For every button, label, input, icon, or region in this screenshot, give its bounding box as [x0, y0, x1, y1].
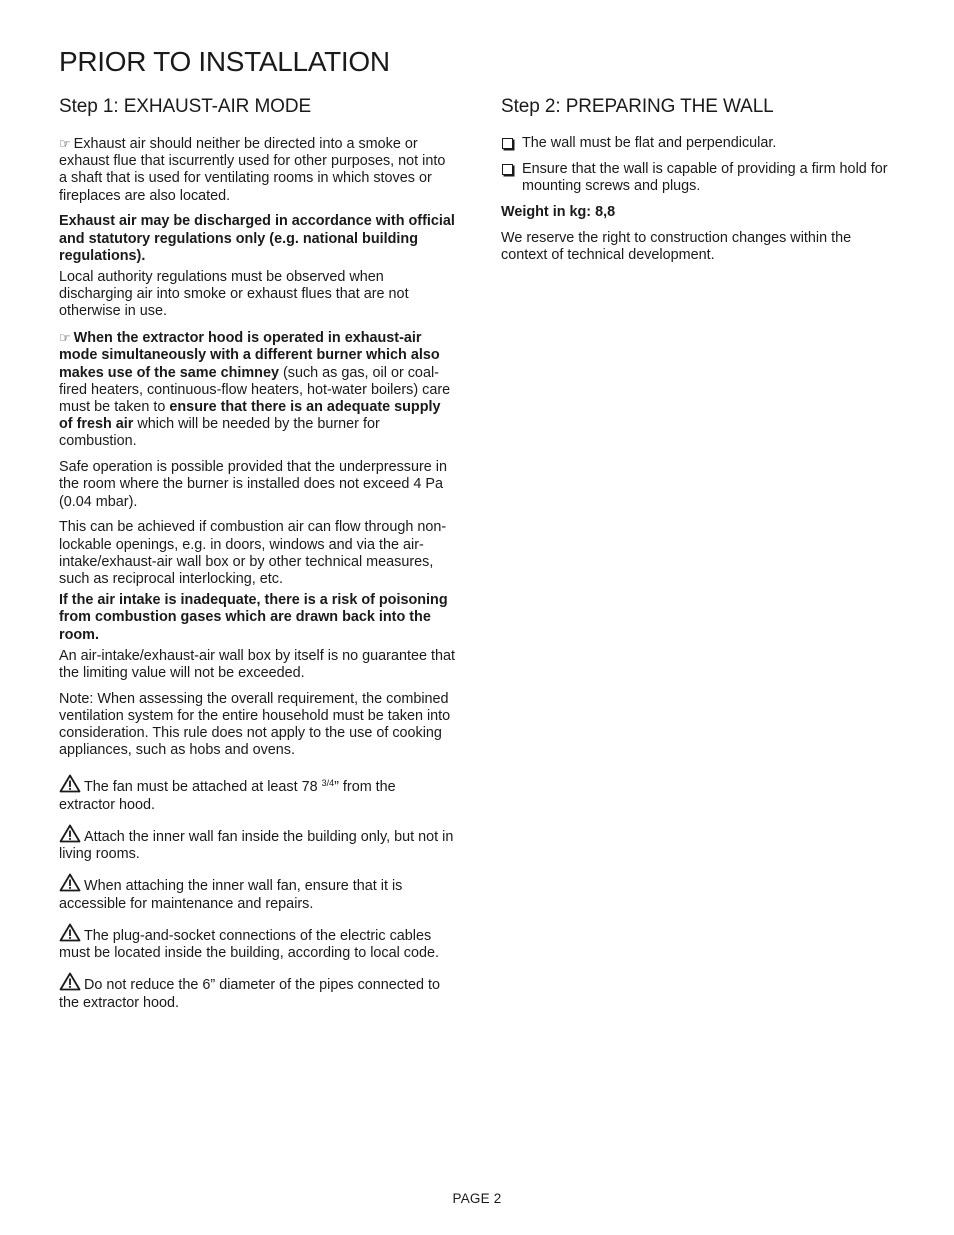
- step2-heading: Step 2: PREPARING THE WALL: [501, 96, 774, 117]
- step1-paragraph-1: ☞ Exhaust air should neither be directed into a smoke or exhaust flue that iscurrently used for other purposes, not into a shaft that is used for ventilating rooms in which stoves or fireplaces are also located.: [59, 136, 446, 204]
- page-number: PAGE 2: [452, 1191, 502, 1206]
- checkbox-icon: [502, 138, 513, 149]
- list-item: Ensure that the wall is capable of providing a firm hold for mounting screws and plugs.: [501, 161, 895, 195]
- step1-paragraph-9: Note: When assessing the overall requirement, the combined ventilation system for the entire household must be taken into consideration. This rule does not apply to the use of cooking appliances, such as hobs and ovens.: [59, 690, 451, 759]
- checkbox-icon: [502, 164, 513, 175]
- step1-paragraph-2: Exhaust air may be discharged in accordance with official and statutory regulations only (e.g. national building regulations).: [59, 213, 455, 264]
- warning-item: When attaching the inner wall fan, ensure that it is accessible for maintenance and repairs.: [59, 873, 455, 912]
- step1-paragraph-4: ☞ When the extractor hood is operated in exhaust-air mode simultaneously with a different burner which also makes use of the same chimney (such as gas, oil or coal-fired heaters, continuous-flow heaters, hot-water boilers) care must be taken to ensure that there is an adequate supply of fresh air which will be needed by the burner for combustion.: [59, 330, 451, 450]
- pointing-hand-icon: ☞: [59, 330, 71, 346]
- warning-item: The plug-and-socket connections of the electric cables must be located inside the building, according to local code.: [59, 923, 455, 962]
- step1-column: [59, 96, 455, 1022]
- warning-item: The fan must be attached at least 78 $^{3/4}$” from the extractor hood.: [59, 774, 455, 814]
- step1-heading: Step 1: EXHAUST-AIR MODE: [59, 96, 312, 117]
- fraction: 3/4: [321, 777, 335, 788]
- weight-label: Weight in kg: 8,8: [501, 203, 616, 220]
- list-item: The wall must be flat and perpendicular.: [501, 135, 895, 152]
- step1-paragraph-3: Local authority regulations must be observed when discharging air into smoke or exhaust flues that are not otherwise in use.: [59, 269, 409, 320]
- construction-note: We reserve the right to construction changes within the context of technical development.: [501, 229, 852, 263]
- warning-triangle-icon: [59, 774, 81, 793]
- warning-triangle-icon: [59, 972, 81, 991]
- step1-paragraph-6: This can be achieved if combustion air can flow through non-lockable openings, e.g. in doors, windows and via the air-intake/exhaust-air wall box or by other technical measures, such as reciprocal interlocking, etc.: [59, 519, 447, 588]
- pointing-hand-icon: ☞: [59, 136, 71, 151]
- warning-triangle-icon: [59, 873, 81, 892]
- warning-item: Attach the inner wall fan inside the building only, but not in living rooms.: [59, 824, 455, 863]
- warning-item: Do not reduce the 6” diameter of the pipes connected to the extractor hood.: [59, 972, 455, 1011]
- warning-triangle-icon: [59, 923, 81, 942]
- wall-checklist: [501, 135, 895, 195]
- step1-paragraph-5: Safe operation is possible provided that the underpressure in the room where the burner is installed does not exceed 4 Pa (0.04 mbar).: [59, 459, 447, 510]
- step1-paragraph-7: If the air intake is inadequate, there is a risk of poisoning from combustion gases which are drawn back into the room.: [59, 592, 448, 643]
- step2-column: [501, 96, 895, 273]
- warning-triangle-icon: [59, 824, 81, 843]
- warning-list: [59, 774, 455, 1012]
- page-title: PRIOR TO INSTALLATION: [59, 46, 390, 77]
- step1-paragraph-8: An air-intake/exhaust-air wall box by itself is no guarantee that the limiting value will not be exceeded.: [59, 647, 455, 682]
